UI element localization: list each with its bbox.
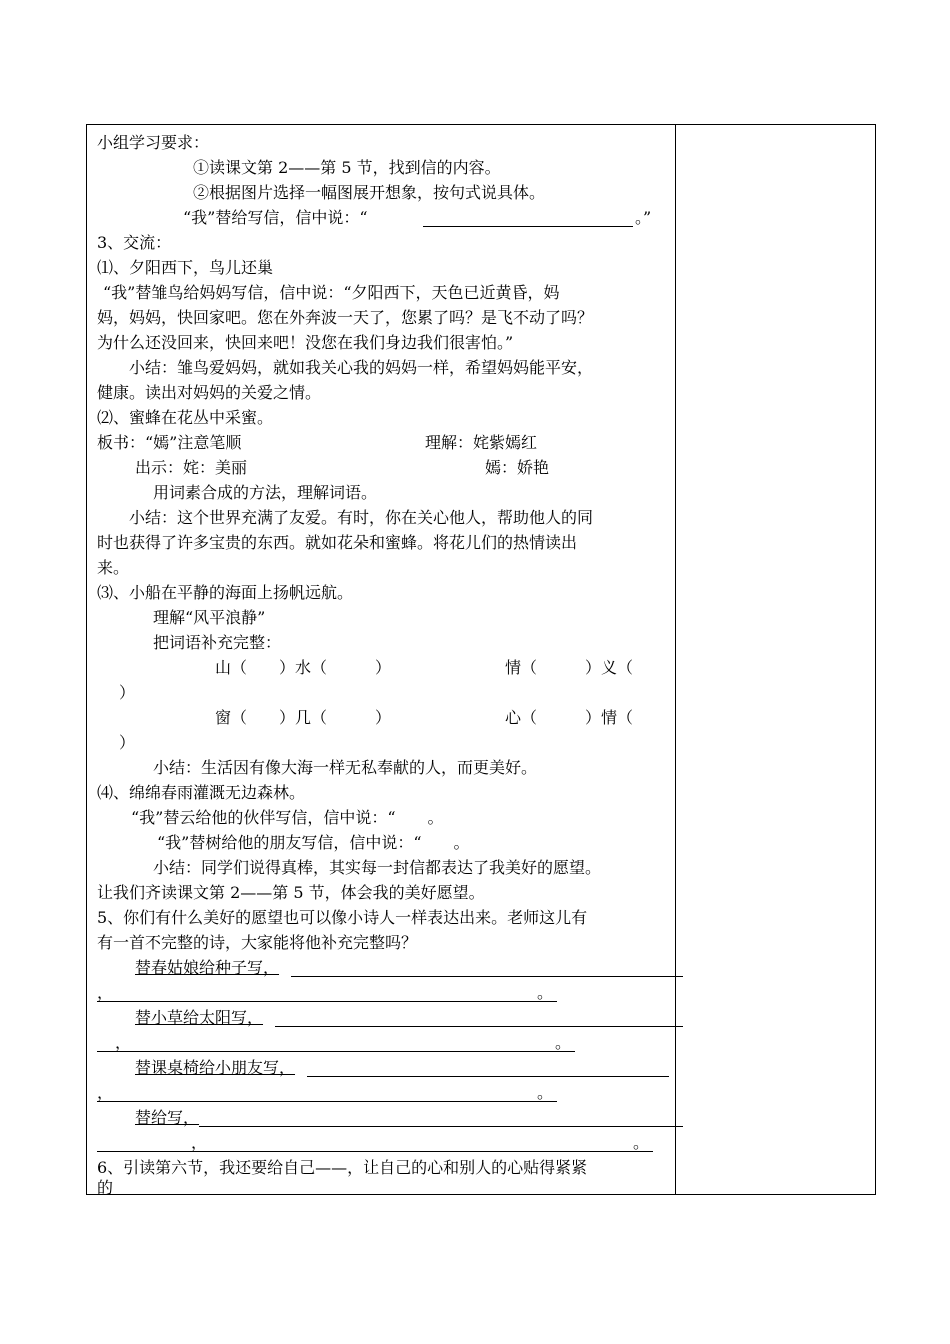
poem-rule [97, 1051, 575, 1052]
word-blank-4: 心（ ）情（ [505, 708, 634, 727]
word-blank-3: 窗（ ）几（ ） [215, 708, 392, 727]
poem-line-3: 替课桌椅给小朋友写， [135, 1058, 296, 1077]
section-3-heading: 3、交流： [97, 233, 172, 252]
word-blank-4-close: ） [119, 733, 136, 752]
poem-rule [97, 1101, 557, 1102]
understand-idiom: 理解“风平浪静” [153, 608, 266, 627]
scene-2-summary-line-2: 时也获得了许多宝贵的东西。就如花朵和蜜蜂。将花儿们的热情读出 [97, 533, 578, 552]
morpheme-method: 用词素合成的方法，理解词语。 [153, 483, 378, 502]
understanding-note: 理解：姹紫嫣红 [425, 433, 538, 452]
cloud-letter: “我”替云给他的伙伴写信，信中说：“ 。 [131, 808, 444, 827]
poem-line-2-end: 。 [555, 1033, 572, 1052]
poem-line-1-end: 。 [537, 983, 554, 1002]
scene-1-letter-line-1: “我”替雏鸟给妈妈写信，信中说：“夕阳西下，天色已近黄昏，妈 [103, 283, 560, 302]
poem-line-2-comma: ， [115, 1033, 132, 1052]
scene-4-title: ⑷、绵绵春雨灌溉无边森林。 [97, 783, 306, 802]
section-6-line-1: 6、引读第六节，我还要给自己——，让自己的心和别人的心贴得紧紧 [97, 1158, 588, 1177]
poem-rule [291, 976, 683, 977]
poem-rule [97, 1151, 653, 1152]
scene-3-title: ⑶、小船在平静的海面上扬帆远航。 [97, 583, 354, 602]
poem-line-3-end: 。 [537, 1083, 554, 1102]
poem-rule [307, 1076, 669, 1077]
poem-rule [199, 1126, 683, 1127]
column-divider [675, 125, 676, 1194]
scene-1-summary-line-2: 健康。读出对妈妈的关爱之情。 [97, 383, 322, 402]
scene-2-summary-line-1: 小结：这个世界充满了友爱。有时，你在关心他人，帮助他人的同 [129, 508, 594, 527]
word-blank-2-close: ） [119, 683, 136, 702]
scene-2-summary-line-3: 来。 [97, 558, 130, 577]
poem-line-1: 替春姑娘给种子写， [135, 958, 280, 977]
poem-line-4-end: 。 [633, 1133, 650, 1152]
scene-2-title: ⑵、蜜蜂在花丛中采蜜。 [97, 408, 274, 427]
complete-words-instruction: 把词语补充完整： [153, 633, 282, 652]
word-blank-2: 情（ ）义（ [505, 658, 634, 677]
blackboard-note: 板书：“嫣”注意笔顺 [97, 433, 242, 452]
scene-3-summary: 小结：生活因有像大海一样无私奉献的人，而更美好。 [153, 758, 538, 777]
show-note-2: 嫣：娇艳 [485, 458, 550, 477]
poem-line-1-comma: ， [97, 983, 114, 1002]
section-6-line-2: 的 [97, 1178, 114, 1197]
sentence-end: 。” [635, 208, 652, 227]
scene-1-summary-line-1: 小结：雏鸟爱妈妈，就如我关心我的妈妈一样，希望妈妈能平安， [129, 358, 594, 377]
poem-line-2: 替小草给太阳写， [135, 1008, 264, 1027]
letter-sentence-pattern: “我”替给写信，信中说：“ [183, 208, 368, 227]
poem-rule [275, 1026, 683, 1027]
scene-4-summary-line-2: 让我们齐读课文第 2——第 5 节，体会我的美好愿望。 [97, 883, 485, 902]
lesson-table [86, 124, 876, 1195]
poem-line-3-comma: ， [97, 1083, 114, 1102]
poem-line-4: 替给写， [135, 1108, 200, 1127]
section-5-line-2: 有一首不完整的诗，大家能将他补充完整吗？ [97, 933, 418, 952]
poem-line-4-comma: ， [191, 1133, 208, 1152]
tree-letter: “我”替树给他的朋友写信，信中说：“ 。 [157, 833, 470, 852]
group-requirements-heading: 小组学习要求： [97, 133, 210, 152]
requirement-1: ①读课文第 2——第 5 节，找到信的内容。 [193, 158, 501, 177]
section-5-line-1: 5、你们有什么美好的愿望也可以像小诗人一样表达出来。老师这儿有 [97, 908, 588, 927]
poem-rule [97, 1001, 557, 1002]
fill-in-blank [423, 226, 633, 227]
scene-4-summary-line-1: 小结：同学们说得真棒，其实每一封信都表达了我美好的愿望。 [153, 858, 602, 877]
show-note-1: 出示：姹：美丽 [135, 458, 248, 477]
scene-1-title: ⑴、夕阳西下，鸟儿还巢 [97, 258, 274, 277]
scene-1-letter-line-2: 妈，妈妈，快回家吧。您在外奔波一天了，您累了吗？是飞不动了吗？ [97, 308, 594, 327]
word-blank-1: 山（ ）水（ ） [215, 658, 392, 677]
scene-1-letter-line-3: 为什么还没回来，快回来吧！没您在我们身边我们很害怕。” [97, 333, 514, 352]
requirement-2: ②根据图片选择一幅图展开想象，按句式说具体。 [193, 183, 546, 202]
